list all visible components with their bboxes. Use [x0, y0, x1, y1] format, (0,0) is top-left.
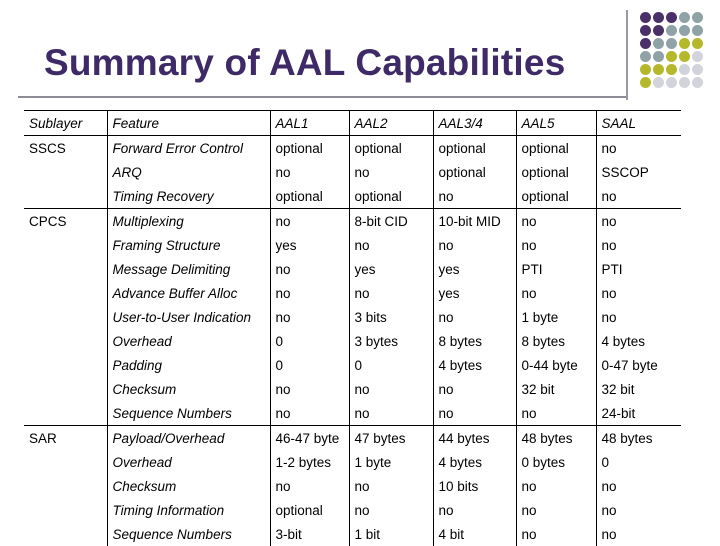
cell-feature: Sequence Numbers	[107, 401, 270, 426]
decorative-dot	[640, 77, 651, 88]
decorative-dot	[679, 38, 690, 49]
cell-sublayer	[24, 233, 107, 257]
cell-aal5: no	[516, 401, 596, 426]
cell-aal5: 1 byte	[516, 305, 596, 329]
cell-feature: Advance Buffer Alloc	[107, 281, 270, 305]
cell-aal34: 44 bytes	[433, 426, 516, 451]
decorative-dot	[640, 38, 651, 49]
cell-aal34: 4 bytes	[433, 450, 516, 474]
table-row	[24, 401, 681, 426]
page-title: Summary of AAL Capabilities	[44, 42, 566, 83]
cell-aal5: 0 bytes	[516, 450, 596, 474]
cell-aal5: no	[516, 233, 596, 257]
header-aal2: AAL2	[349, 111, 433, 136]
cell-saal: 4 bytes	[596, 329, 681, 353]
table-row	[24, 377, 681, 401]
cell-aal1: optional	[270, 498, 349, 522]
table-row	[24, 426, 681, 451]
decorative-dot	[653, 38, 664, 49]
cell-aal34: 8 bytes	[433, 329, 516, 353]
header-saal: SAAL	[596, 111, 681, 136]
cell-aal5: optional	[516, 184, 596, 209]
cell-aal1: 1-2 bytes	[270, 450, 349, 474]
cell-saal: no	[596, 522, 681, 546]
cell-saal: 0-47 byte	[596, 353, 681, 377]
cell-aal1: no	[270, 377, 349, 401]
cell-sublayer	[24, 281, 107, 305]
table-row	[24, 209, 681, 234]
cell-saal: no	[596, 184, 681, 209]
cell-sublayer: SAR	[24, 426, 107, 451]
corner-divider	[626, 10, 628, 100]
cell-feature: User-to-User Indication	[107, 305, 270, 329]
cell-aal2: no	[349, 377, 433, 401]
decorative-dot	[692, 38, 703, 49]
cell-aal34: no	[433, 498, 516, 522]
decorative-dot	[640, 12, 651, 23]
table-row	[24, 522, 681, 546]
cell-aal5: 32 bit	[516, 377, 596, 401]
cell-aal2: 1 bit	[349, 522, 433, 546]
cell-sublayer	[24, 160, 107, 184]
cell-aal1: no	[270, 281, 349, 305]
table-header-row	[24, 111, 681, 136]
cell-aal1: no	[270, 209, 349, 234]
cell-aal34: optional	[433, 160, 516, 184]
cell-saal: PTI	[596, 257, 681, 281]
cell-feature: Forward Error Control	[107, 136, 270, 161]
cell-aal2: 3 bits	[349, 305, 433, 329]
cell-aal5: 8 bytes	[516, 329, 596, 353]
cell-aal2: no	[349, 498, 433, 522]
header-aal1: AAL1	[270, 111, 349, 136]
cell-aal1: yes	[270, 233, 349, 257]
cell-sublayer	[24, 401, 107, 426]
cell-aal1: no	[270, 474, 349, 498]
decorative-dot	[640, 51, 651, 62]
cell-aal2: 1 byte	[349, 450, 433, 474]
cell-feature: Overhead	[107, 450, 270, 474]
table-row	[24, 257, 681, 281]
aal-capabilities-table	[24, 110, 681, 546]
cell-saal: no	[596, 474, 681, 498]
cell-aal2: 3 bytes	[349, 329, 433, 353]
cell-aal5: no	[516, 474, 596, 498]
cell-feature: Checksum	[107, 474, 270, 498]
cell-saal: 48 bytes	[596, 426, 681, 451]
cell-aal34: yes	[433, 257, 516, 281]
cell-aal34: 4 bit	[433, 522, 516, 546]
cell-aal1: 0	[270, 353, 349, 377]
cell-aal5: optional	[516, 160, 596, 184]
cell-feature: Padding	[107, 353, 270, 377]
cell-feature: Overhead	[107, 329, 270, 353]
decorative-dot	[640, 25, 651, 36]
cell-saal: 0	[596, 450, 681, 474]
cell-aal5: no	[516, 281, 596, 305]
cell-aal2: optional	[349, 136, 433, 161]
decorative-dot	[679, 77, 690, 88]
cell-sublayer	[24, 474, 107, 498]
cell-sublayer	[24, 522, 107, 546]
cell-aal1: 0	[270, 329, 349, 353]
decorative-dot	[692, 64, 703, 75]
decorative-dot	[666, 77, 677, 88]
table-row	[24, 136, 681, 161]
decorative-dot	[666, 64, 677, 75]
cell-aal1: no	[270, 305, 349, 329]
decorative-dot	[692, 25, 703, 36]
cell-saal: SSCOP	[596, 160, 681, 184]
decorative-dot	[653, 12, 664, 23]
cell-feature: Timing Recovery	[107, 184, 270, 209]
cell-aal34: no	[433, 233, 516, 257]
cell-sublayer	[24, 329, 107, 353]
cell-feature: Sequence Numbers	[107, 522, 270, 546]
decorative-dot-grid	[640, 12, 703, 88]
cell-aal2: 47 bytes	[349, 426, 433, 451]
cell-sublayer	[24, 353, 107, 377]
header-aal34: AAL3/4	[433, 111, 516, 136]
cell-saal: 32 bit	[596, 377, 681, 401]
cell-aal1: no	[270, 401, 349, 426]
cell-sublayer	[24, 184, 107, 209]
cell-saal: no	[596, 498, 681, 522]
cell-aal5: no	[516, 498, 596, 522]
cell-feature: Payload/Overhead	[107, 426, 270, 451]
cell-aal2: no	[349, 160, 433, 184]
decorative-dot	[666, 12, 677, 23]
decorative-dot	[640, 64, 651, 75]
cell-feature: Timing Information	[107, 498, 270, 522]
cell-aal34: 4 bytes	[433, 353, 516, 377]
cell-aal1: no	[270, 160, 349, 184]
decorative-dot	[653, 25, 664, 36]
decorative-dot	[692, 12, 703, 23]
cell-aal2: optional	[349, 184, 433, 209]
cell-feature: Multiplexing	[107, 209, 270, 234]
decorative-dot	[679, 25, 690, 36]
cell-sublayer	[24, 305, 107, 329]
decorative-dot	[692, 77, 703, 88]
table-row	[24, 184, 681, 209]
cell-sublayer: SSCS	[24, 136, 107, 161]
cell-aal5: no	[516, 522, 596, 546]
table-row	[24, 474, 681, 498]
cell-aal5: optional	[516, 136, 596, 161]
cell-aal1: 3-bit	[270, 522, 349, 546]
cell-aal1: 46-47 byte	[270, 426, 349, 451]
decorative-dot	[653, 51, 664, 62]
cell-sublayer: CPCS	[24, 209, 107, 234]
cell-aal34: no	[433, 377, 516, 401]
cell-feature: Framing Structure	[107, 233, 270, 257]
cell-aal1: optional	[270, 136, 349, 161]
cell-feature: ARQ	[107, 160, 270, 184]
cell-feature: Checksum	[107, 377, 270, 401]
decorative-dot	[666, 38, 677, 49]
cell-saal: no	[596, 136, 681, 161]
table-row	[24, 353, 681, 377]
cell-aal34: no	[433, 305, 516, 329]
decorative-dot	[679, 64, 690, 75]
table-row	[24, 450, 681, 474]
table-row	[24, 281, 681, 305]
cell-sublayer	[24, 257, 107, 281]
cell-aal1: optional	[270, 184, 349, 209]
cell-aal34: no	[433, 401, 516, 426]
header-sublayer: Sublayer	[24, 111, 107, 136]
cell-sublayer	[24, 498, 107, 522]
cell-saal: no	[596, 209, 681, 234]
cell-aal5: 48 bytes	[516, 426, 596, 451]
header-aal5: AAL5	[516, 111, 596, 136]
cell-saal: no	[596, 233, 681, 257]
table-row	[24, 160, 681, 184]
cell-aal2: yes	[349, 257, 433, 281]
cell-aal34: no	[433, 184, 516, 209]
decorative-dot	[679, 51, 690, 62]
table-row	[24, 498, 681, 522]
cell-aal5: no	[516, 209, 596, 234]
title-divider	[18, 96, 626, 98]
header-feature: Feature	[107, 111, 270, 136]
cell-aal5: 0-44 byte	[516, 353, 596, 377]
cell-aal2: 8-bit CID	[349, 209, 433, 234]
cell-sublayer	[24, 377, 107, 401]
cell-aal2: no	[349, 233, 433, 257]
cell-aal2: no	[349, 401, 433, 426]
cell-saal: 24-bit	[596, 401, 681, 426]
decorative-dot	[653, 77, 664, 88]
cell-aal34: 10 bits	[433, 474, 516, 498]
cell-aal2: 0	[349, 353, 433, 377]
cell-saal: no	[596, 281, 681, 305]
cell-sublayer	[24, 450, 107, 474]
cell-saal: no	[596, 305, 681, 329]
cell-aal34: optional	[433, 136, 516, 161]
decorative-dot	[653, 64, 664, 75]
decorative-dot	[666, 51, 677, 62]
table-row	[24, 305, 681, 329]
cell-aal2: no	[349, 281, 433, 305]
cell-aal2: no	[349, 474, 433, 498]
decorative-dot	[679, 12, 690, 23]
cell-aal34: 10-bit MID	[433, 209, 516, 234]
decorative-dot	[666, 25, 677, 36]
decorative-dot	[692, 51, 703, 62]
table-row	[24, 329, 681, 353]
cell-feature: Message Delimiting	[107, 257, 270, 281]
cell-aal5: PTI	[516, 257, 596, 281]
cell-aal1: no	[270, 257, 349, 281]
table-row	[24, 233, 681, 257]
cell-aal34: yes	[433, 281, 516, 305]
